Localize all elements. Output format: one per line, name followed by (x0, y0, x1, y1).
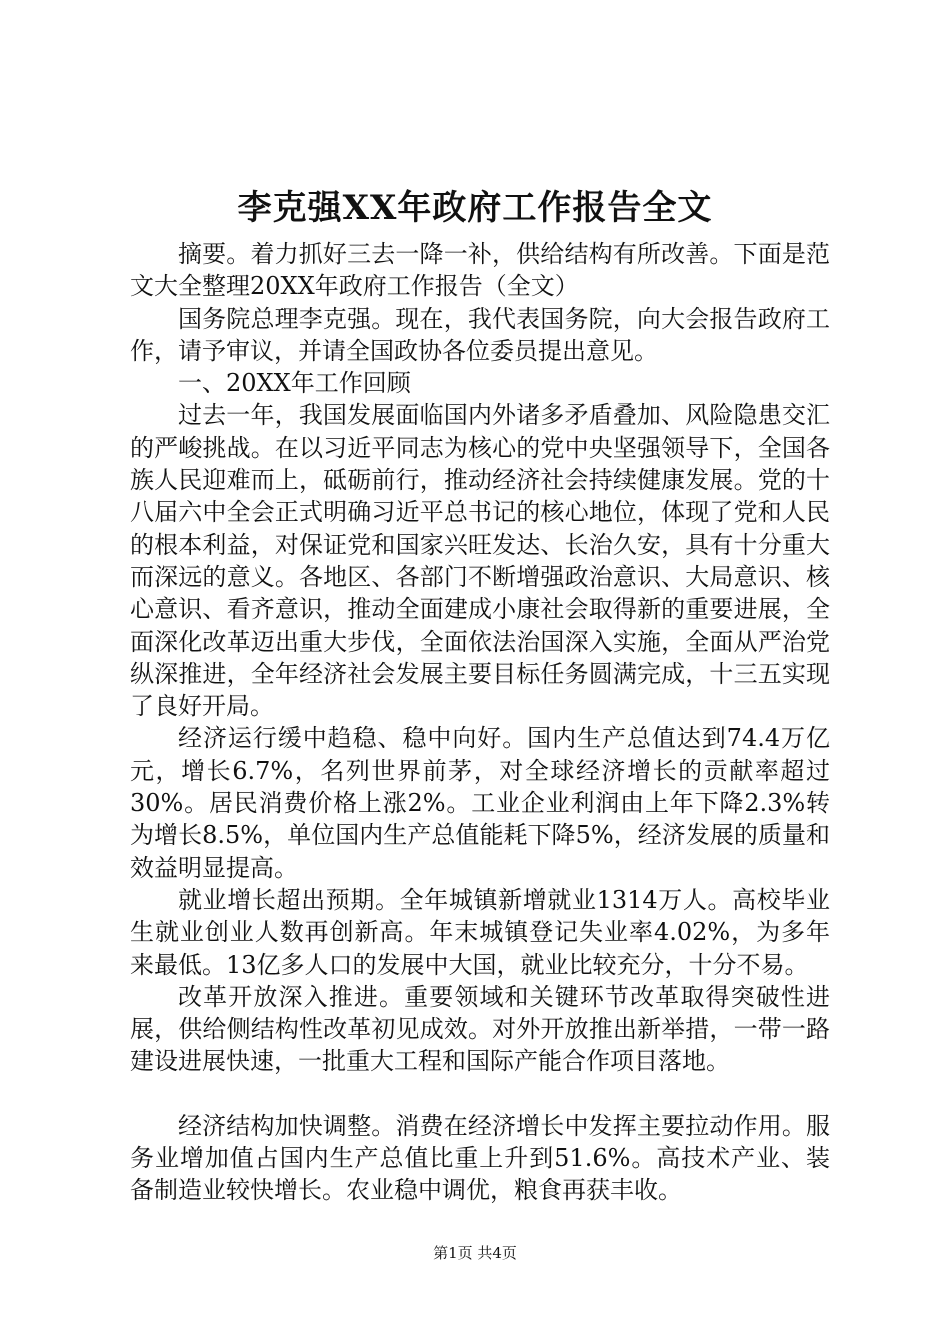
document-body (130, 238, 830, 1207)
paragraph-employment: 就业增长超出预期。全年城镇新增就业1314万人。高校毕业生就业创业人数再创新高。年末城镇登记失业率4.02%，为多年来最低。13亿多人口的发展中大国，就业比较充分，十分不易。 (130, 885, 830, 979)
page-number: 第1页 共4页 (433, 1244, 517, 1262)
section-heading: 一、20XX年工作回顾 (178, 369, 411, 398)
paragraph-structure: 经济结构加快调整。消费在经济增长中发挥主要拉动作用。服务业增加值占国内生产总值比重上升到51.6%。高技术产业、装备制造业较快增长。农业稳中调优，粮食再获丰收。 (130, 1111, 830, 1205)
paragraph-opening: 国务院总理李克强。现在，我代表国务院，向大会报告政府工作，请予审议，并请全国政协各位委员提出意见。 (130, 304, 830, 365)
document-title: 李克强XX年政府工作报告全文 (237, 188, 713, 228)
paragraph-economy: 经济运行缓中趋稳、稳中向好。国内生产总值达到74.4万亿元，增长6.7%，名列世界前茅，对全球经济增长的贡献率超过30%。居民消费价格上涨2%。工业企业利润由上年下降2.3%转为增长8.5%，单位国内生产总值能耗下降5%，经济发展的质量和效益明显提高。 (130, 724, 830, 882)
paragraph-reform: 改革开放深入推进。重要领域和关键环节改革取得突破性进展，供给侧结构性改革初见成效。对外开放推出新举措，一带一路建设进展快速，一批重大工程和国际产能合作项目落地。 (130, 982, 830, 1076)
paragraph-abstract: 摘要。着力抓好三去一降一补，供给结构有所改善。下面是范文大全整理20XX年政府工作报告（全文） (130, 240, 830, 301)
paragraph-review: 过去一年，我国发展面临国内外诸多矛盾叠加、风险隐患交汇的严峻挑战。在以习近平同志为核心的党中央坚强领导下，全国各族人民迎难而上，砥砺前行，推动经济社会持续健康发展。党的十八届六中全会正式明确习近平总书记的核心地位，体现了党和人民的根本利益，对保证党和国家兴旺发达、长治久安，具有十分重大而深远的意义。各地区、各部门不断增强政治意识、大局意识、核心意识、看齐意识，推动全面建成小康社会取得新的重要进展，全面深化改革迈出重大步伐，全面依法治国深入实施，全面从严治党纵深推进，全年经济社会发展主要目标任务圆满完成，十三五实现了良好开局。 (130, 401, 830, 721)
